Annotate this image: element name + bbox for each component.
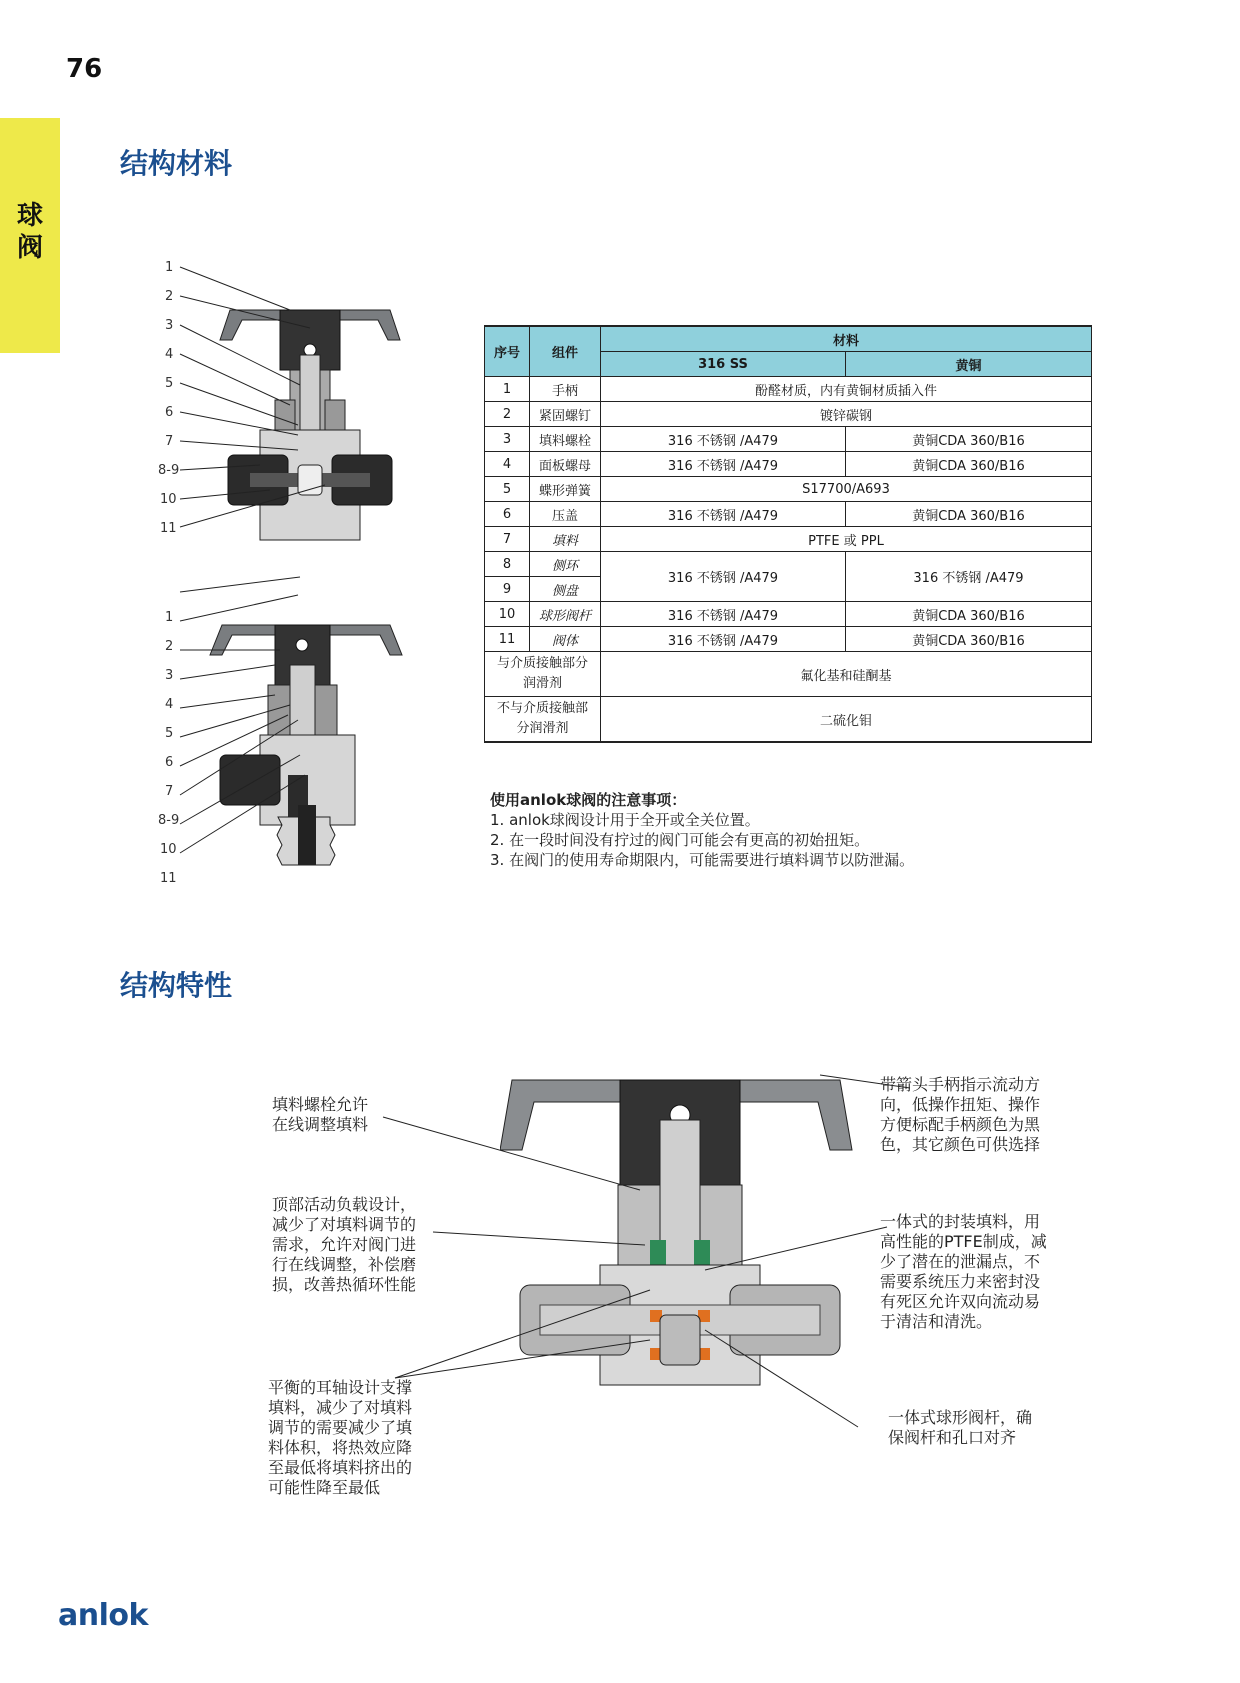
cell-no: 11	[485, 627, 530, 652]
cell-brass: 黄铜CDA 360/B16	[846, 602, 1092, 627]
callout-trunnion	[268, 1378, 412, 1498]
diagram2-label-7: 7	[165, 784, 174, 799]
callout-line: 带箭头手柄指示流动方	[880, 1075, 1041, 1094]
cell-brass: 黄铜CDA 360/B16	[846, 627, 1092, 652]
callout-line: 保阀杆和孔口对齐	[888, 1428, 1017, 1447]
diagram1-label-7: 7	[165, 434, 174, 449]
callout-line: 高性能的PTFE制成，减	[880, 1232, 1047, 1251]
callout-line: 一体式的封装填料，用	[880, 1212, 1041, 1231]
cell-component: 填料	[530, 527, 601, 552]
cell-component: 侧环	[530, 552, 601, 577]
note-item: 1. anlok球阀设计用于全开或全关位置。	[490, 811, 760, 829]
cell-no: 5	[485, 477, 530, 502]
cell-316ss: 316 不锈钢 /A479	[601, 627, 846, 652]
callout-line: 需要系统压力来密封没	[880, 1272, 1041, 1291]
cell-component: 面板螺母	[530, 452, 601, 477]
callout-line: 损，改善热循环性能	[272, 1275, 417, 1294]
cell-lube-wetted-value: 氟化基和硅酮基	[601, 652, 1092, 697]
cell-component: 侧盘	[530, 577, 601, 602]
cell-component: 压盖	[530, 502, 601, 527]
header-316ss: 316 SS	[601, 352, 846, 377]
cell-component: 阀体	[530, 627, 601, 652]
callout-line: 有死区允许双向流动易	[880, 1292, 1041, 1311]
cell-316ss: 316 不锈钢 /A479	[601, 602, 846, 627]
section-title-materials: 结构材料	[120, 147, 233, 180]
callout-line: 顶部活动负载设计，	[272, 1195, 417, 1214]
cell-component: 手柄	[530, 377, 601, 402]
diagram2-label-3: 3	[165, 668, 174, 683]
header-brass: 黄铜	[846, 352, 1092, 377]
cell-no: 4	[485, 452, 530, 477]
cell-316ss: 316 不锈钢 /A479	[601, 502, 846, 527]
callout-packing-bolt	[272, 1095, 368, 1135]
cell-brass: 黄铜CDA 360/B16	[846, 427, 1092, 452]
callout-line: 可能性降至最低	[268, 1478, 381, 1497]
diagram1-label-5: 5	[165, 376, 174, 391]
cell-no: 7	[485, 527, 530, 552]
diagram1-label-8-9: 8-9	[158, 463, 180, 478]
diagram1-label-2: 2	[165, 289, 174, 304]
cell-component: 紧固螺钉	[530, 402, 601, 427]
diagram2-label-5: 5	[165, 726, 174, 741]
diagram2-label-2: 2	[165, 639, 174, 654]
cell-no: 1	[485, 377, 530, 402]
header-component: 组件	[530, 326, 601, 377]
note-item: 2. 在一段时间没有拧过的阀门可能会有更高的初始扭矩。	[490, 831, 870, 849]
notes-title: 使用anlok球阀的注意事项：	[490, 791, 687, 809]
callout-line: 需求，允许对阀门进	[272, 1235, 417, 1254]
cell-component: 球形阀杆	[530, 602, 601, 627]
callout-line: 填料，减少了对填料	[268, 1398, 413, 1417]
callout-line: 向，低操作扭矩、操作	[880, 1095, 1041, 1114]
callout-line: 调节的需要减少了填	[268, 1418, 413, 1437]
callout-line: 在线调整填料	[272, 1115, 369, 1134]
anlok-logo: anlok	[58, 1598, 148, 1633]
diagram1-label-3: 3	[165, 318, 174, 333]
callout-line: 减少了对填料调节的	[272, 1215, 417, 1234]
callout-line: 方便标配手柄颜色为黑	[880, 1115, 1041, 1134]
callout-handle	[880, 1075, 1040, 1155]
cell-lube-nonwetted-value: 二硫化钼	[601, 697, 1092, 743]
lube-wetted-label-1: 与介质接触部分	[496, 656, 588, 671]
cell-material: PTFE 或 PPL	[601, 527, 1092, 552]
diagram2-label-1: 1	[165, 610, 174, 625]
lube-nonwetted-label-1: 不与介质接触部	[496, 701, 588, 716]
diagram1-label-6: 6	[165, 405, 174, 420]
callout-line: 少了潜在的泄漏点，不	[880, 1252, 1041, 1271]
diagram1-label-1: 1	[165, 260, 174, 275]
callout-line: 填料螺栓允许	[272, 1095, 369, 1114]
callout-line: 料体积，将热效应降	[268, 1438, 413, 1457]
callout-line: 至最低将填料挤出的	[268, 1458, 413, 1477]
diagram2-label-11: 11	[160, 871, 177, 886]
callout-packing	[880, 1212, 1047, 1332]
diagram2-label-4: 4	[165, 697, 174, 712]
diagram2-label-10: 10	[160, 842, 177, 857]
cell-316ss: 316 不锈钢 /A479	[601, 452, 846, 477]
side-tab-char: 阀	[16, 233, 43, 263]
cell-no: 2	[485, 402, 530, 427]
cell-material: S17700/A693	[601, 477, 1092, 502]
diagram2-label-6: 6	[165, 755, 174, 770]
callout-line: 于清洁和清洗。	[880, 1312, 993, 1331]
cell-no: 10	[485, 602, 530, 627]
cell-component: 填料螺栓	[530, 427, 601, 452]
diagram1-label-11: 11	[160, 521, 177, 536]
callout-line: 色，其它颜色可供选择	[880, 1135, 1041, 1154]
cell-316ss: 316 不锈钢 /A479	[601, 552, 846, 602]
note-item: 3. 在阀门的使用寿命期限内，可能需要进行填料调节以防泄漏。	[490, 851, 915, 869]
cell-material: 酚醛材质，内有黄铜材质插入件	[601, 377, 1092, 402]
cell-material: 镀锌碳钢	[601, 402, 1092, 427]
cell-brass: 黄铜CDA 360/B16	[846, 502, 1092, 527]
callout-stem	[888, 1408, 1032, 1448]
section-title-features: 结构特性	[120, 969, 233, 1002]
diagram1-label-10: 10	[160, 492, 177, 507]
cell-no: 3	[485, 427, 530, 452]
cell-component: 蝶形弹簧	[530, 477, 601, 502]
callout-top-load	[272, 1195, 416, 1295]
side-tab-char: 球	[16, 201, 43, 231]
cell-no: 9	[485, 577, 530, 602]
cell-brass: 316 不锈钢 /A479	[846, 552, 1092, 602]
cell-316ss: 316 不锈钢 /A479	[601, 427, 846, 452]
cell-brass: 黄铜CDA 360/B16	[846, 452, 1092, 477]
diagram1-label-4: 4	[165, 347, 174, 362]
cell-no: 6	[485, 502, 530, 527]
header-no: 序号	[485, 326, 530, 377]
diagram2-label-8-9: 8-9	[158, 813, 180, 828]
header-material: 材料	[601, 326, 1092, 352]
page-number: 76	[66, 54, 103, 84]
lube-wetted-label-2: 润滑剂	[522, 676, 562, 691]
cell-no: 8	[485, 552, 530, 577]
callout-line: 平衡的耳轴设计支撑	[268, 1378, 413, 1397]
callout-line: 行在线调整，补偿磨	[272, 1255, 417, 1274]
lube-nonwetted-label-2: 分润滑剂	[516, 721, 569, 736]
callout-line: 一体式球形阀杆，确	[888, 1408, 1033, 1427]
